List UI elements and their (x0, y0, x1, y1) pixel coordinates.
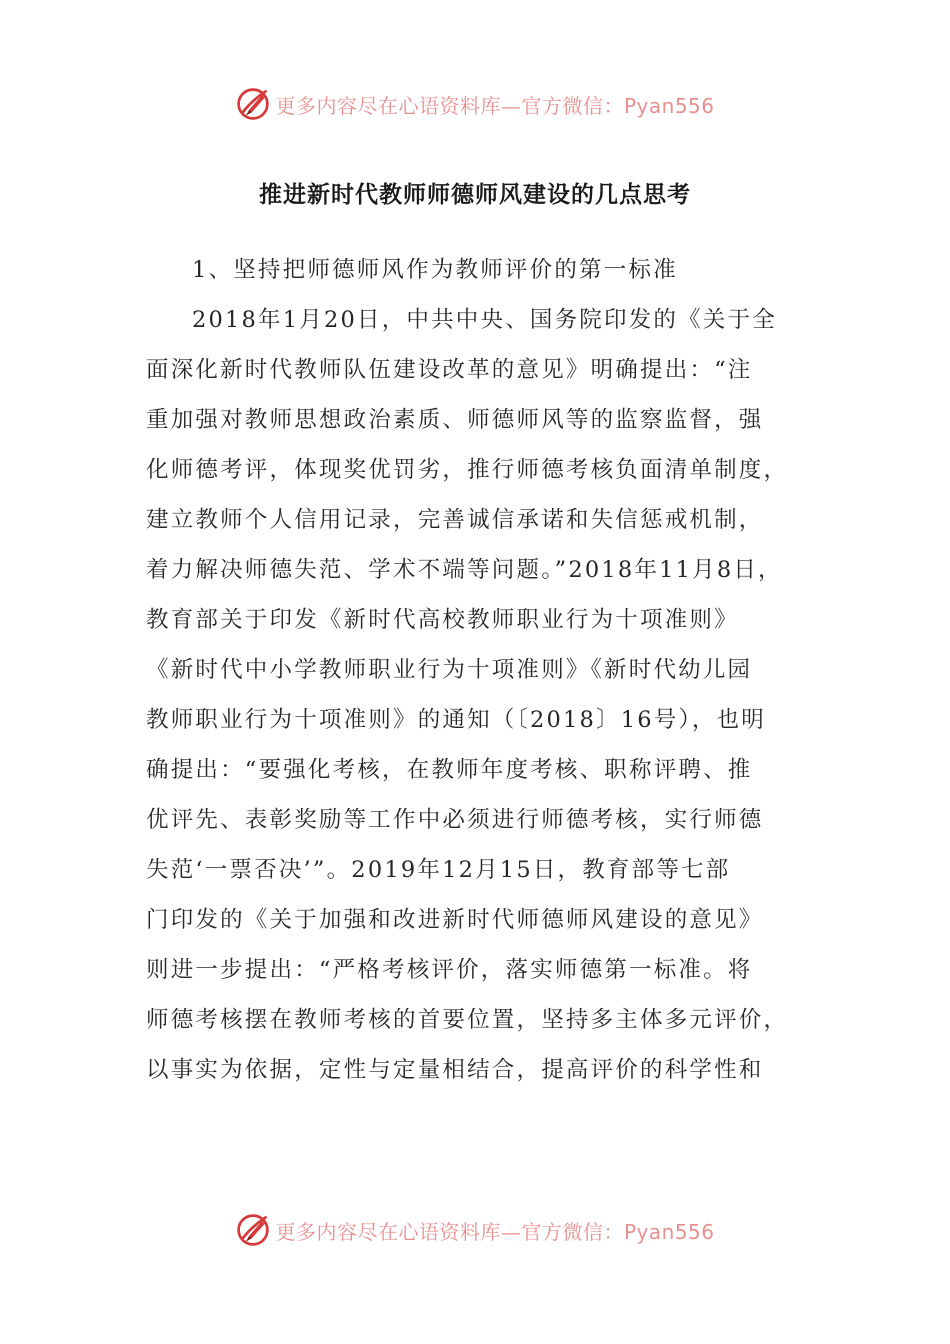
pen-logo-icon (235, 1212, 271, 1248)
header-watermark (0, 82, 950, 126)
pen-logo-icon (235, 86, 271, 122)
paragraph-line: 《新时代中小学教师职业行为十项准则》《新时代幼儿园 (146, 657, 753, 683)
paragraph-line: 着力解决师德失范、学术不端等问题。”2018年11月8日， (146, 557, 783, 583)
section-heading: 1、坚持把师德师风作为教师评价的第一标准 (192, 257, 678, 283)
paragraph-line: 教师职业行为十项准则》的通知（〔2018〕16号），也明 (146, 707, 766, 733)
paragraph-line: 2018年1月20日，中共中央、国务院印发的《关于全 (192, 307, 777, 333)
paragraph-line: 以事实为依据，定性与定量相结合，提高评价的科学性和 (146, 1057, 764, 1083)
paragraph-line: 建立教师个人信用记录，完善诚信承诺和失信惩戒机制， (146, 507, 764, 533)
footer-watermark (0, 1208, 950, 1252)
watermark-wechat-id: Pyan556 (623, 93, 715, 118)
watermark-text: 更多内容尽在心语资料库—官方微信： (275, 93, 624, 118)
paragraph-line: 则进一步提出：“严格考核评价，落实师德第一标准。将 (146, 957, 753, 983)
watermark-text: 更多内容尽在心语资料库—官方微信： (275, 1219, 624, 1244)
paragraph-line: 教育部关于印发《新时代高校教师职业行为十项准则》 (146, 607, 739, 633)
paragraph-line: 门印发的《关于加强和改进新时代师德师风建设的意见》 (146, 907, 764, 933)
paragraph-line: 重加强对教师思想政治素质、师德师风等的监察监督，强 (146, 407, 764, 433)
paragraph-line: 确提出：“要强化考核，在教师年度考核、职称评聘、推 (146, 757, 753, 783)
paragraph-line: 化师德考评，体现奖优罚劣，推行师德考核负面清单制度， (146, 457, 789, 483)
watermark-wechat-id: Pyan556 (623, 1219, 715, 1244)
paragraph-line: 失范‘一票否决’”。2019年12月15日，教育部等七部 (146, 857, 731, 883)
paragraph-line: 优评先、表彰奖励等工作中必须进行师德考核，实行师德 (146, 807, 764, 833)
document-title: 推进新时代教师师德师风建设的几点思考 (259, 182, 691, 208)
paragraph-line: 面深化新时代教师队伍建设改革的意见》明确提出：“注 (146, 357, 753, 383)
paragraph-line: 师德考核摆在教师考核的首要位置，坚持多主体多元评价， (146, 1007, 789, 1033)
